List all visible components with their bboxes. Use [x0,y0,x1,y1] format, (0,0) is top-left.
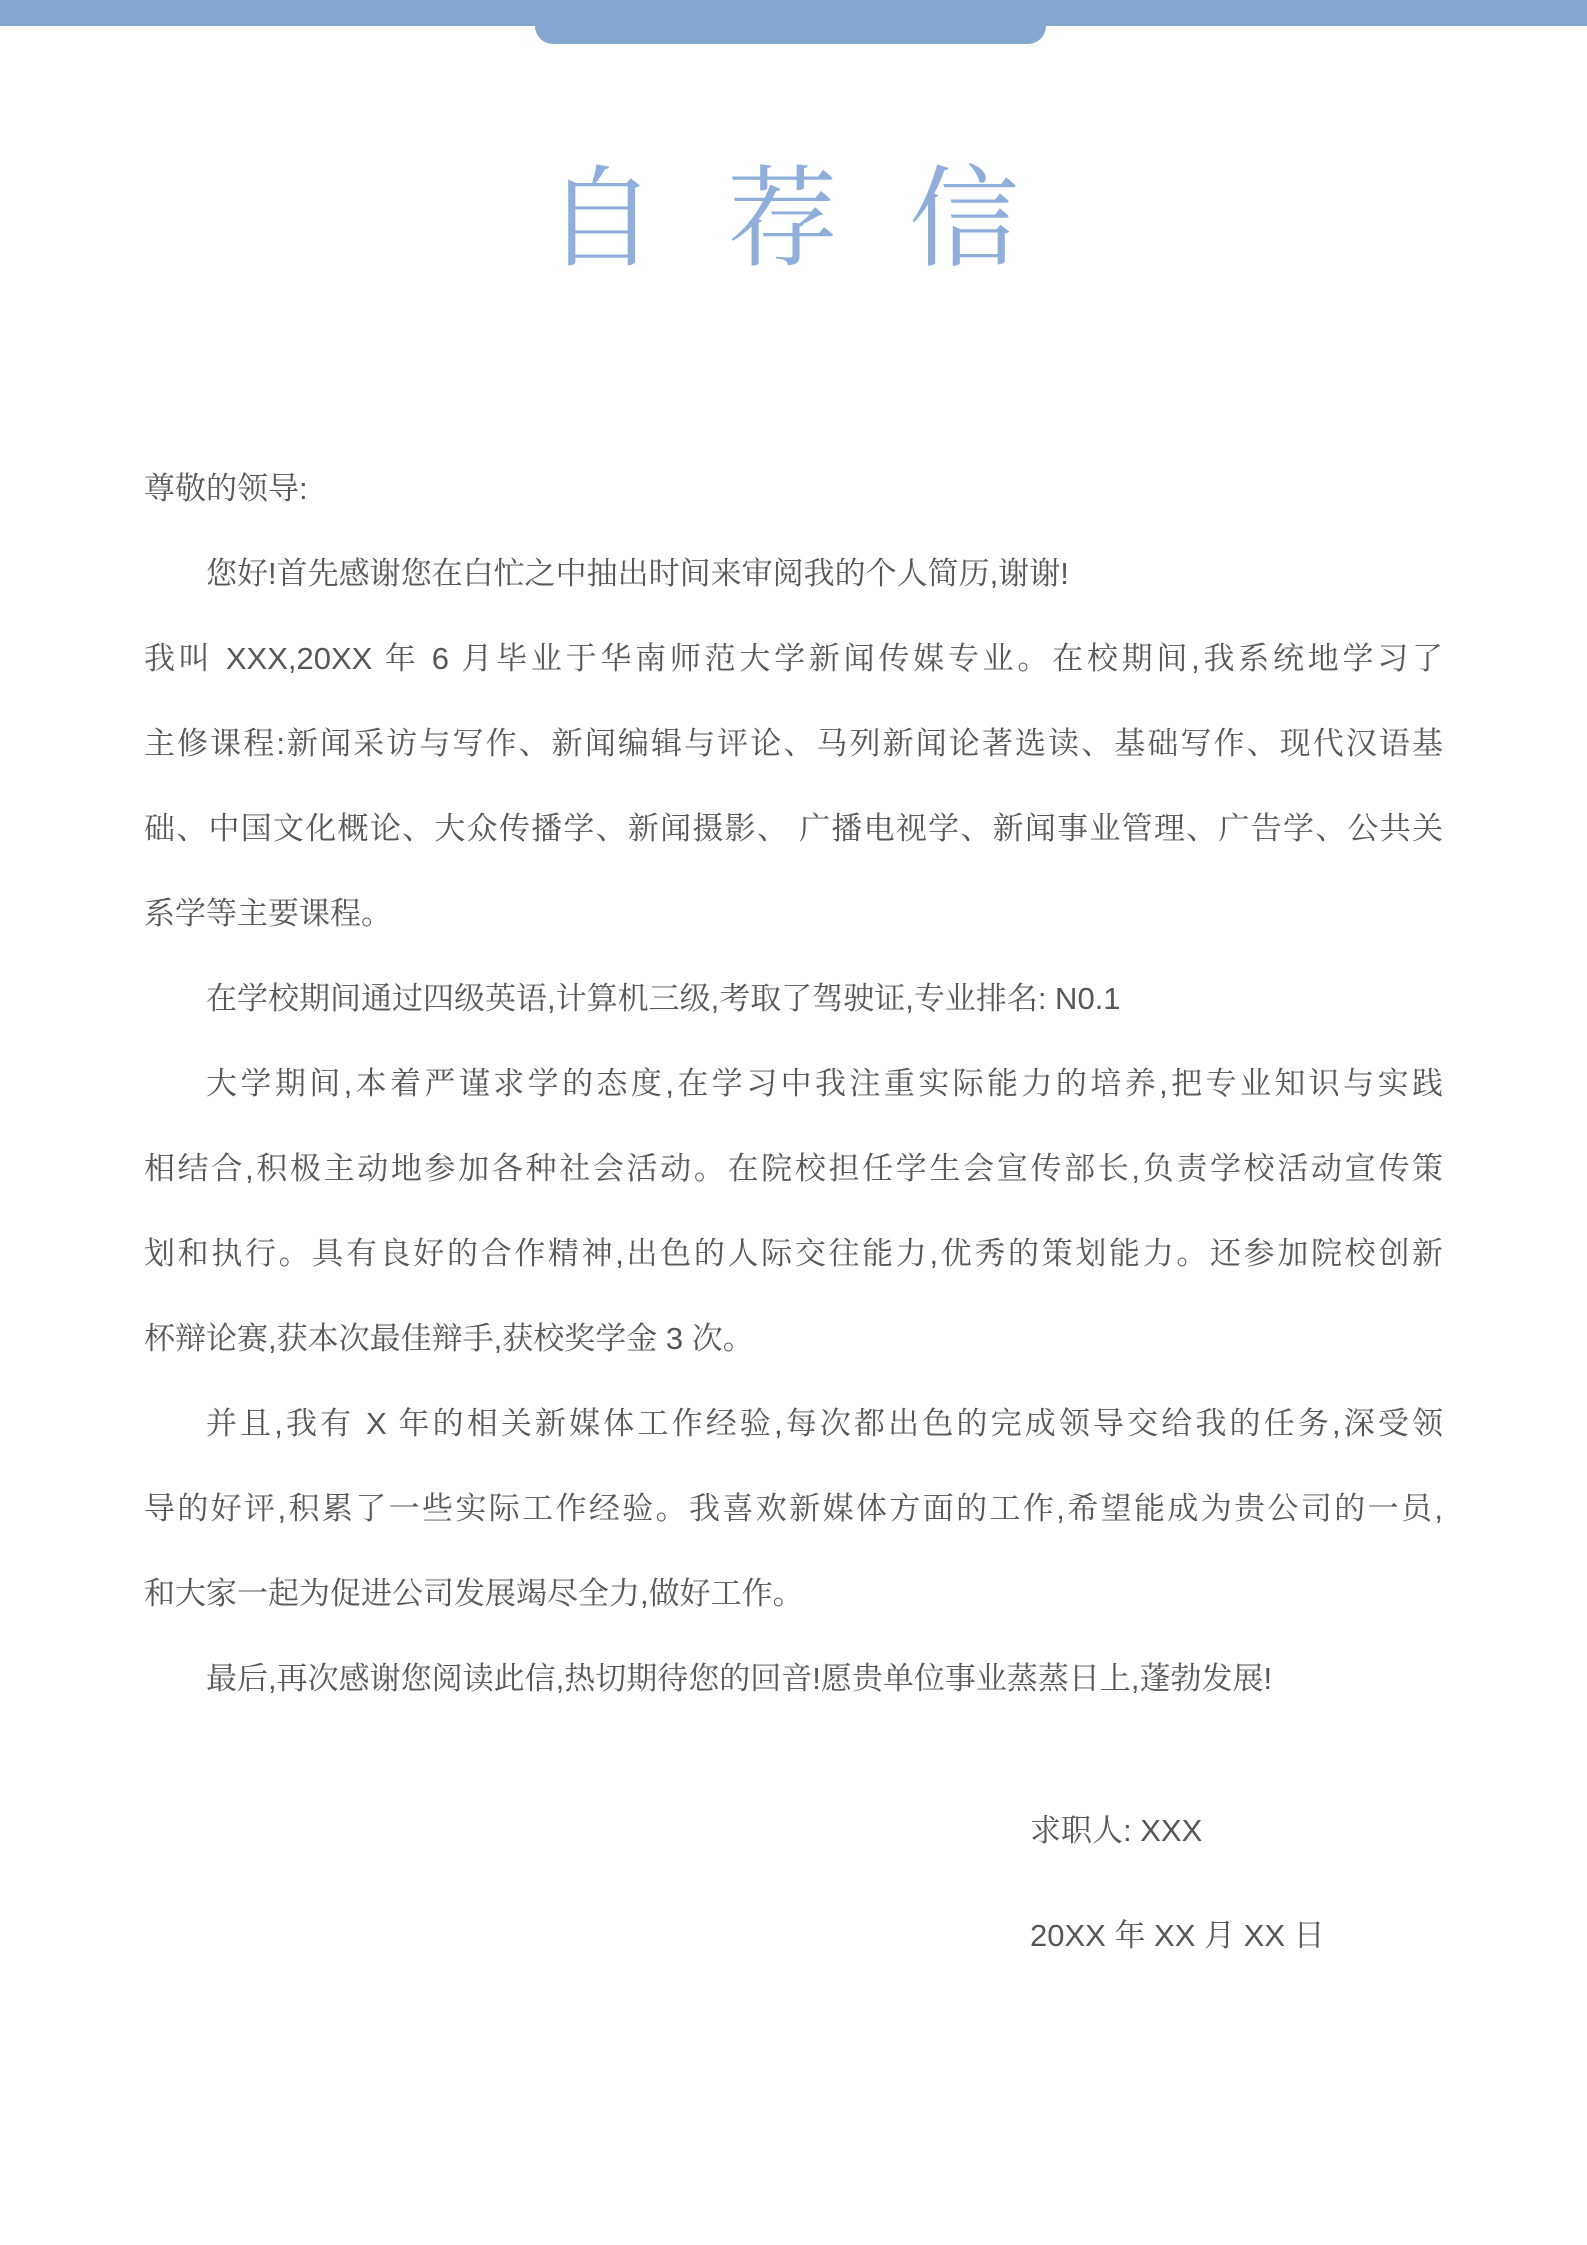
letter-body [144,446,1443,1721]
letter-line: 划和执行。具有良好的合作精神,出色的人际交往能力,优秀的策划能力。还参加院校创新 [144,1236,1443,1271]
letter-line: 导的好评,积累了一些实际工作经验。我喜欢新媒体方面的工作,希望能成为贵公司的一员, [144,1491,1443,1526]
signature-block [1030,1778,1325,1988]
letter-line: 系学等主要课程。 [144,896,392,931]
applicant-name-line: 求职人: XXX [1030,1813,1203,1848]
letter-line: 和大家一起为促进公司发展竭尽全力,做好工作。 [144,1576,804,1611]
salutation-line: 尊敬的领导: [144,471,308,506]
page-title: 自 荐 信 [546,159,1041,281]
date-line: 20XX 年 XX 月 XX 日 [1030,1918,1325,1953]
closing-line: 最后,再次感谢您阅读此信,热切期待您的回音!愿贵单位事业蒸蒸日上,蓬勃发展! [206,1661,1273,1696]
letter-line: 杯辩论赛,获本次最佳辩手,获校奖学金 3 次。 [144,1321,754,1356]
letter-line: 在学校期间通过四级英语,计算机三级,考取了驾驶证,专业排名: N0.1 [206,981,1121,1016]
letter-line: 并且,我有 X 年的相关新媒体工作经验,每次都出色的完成领导交给我的任务,深受领 [206,1406,1443,1441]
letter-line: 您好!首先感谢您在白忙之中抽出时间来审阅我的个人简历,谢谢! [206,556,1069,591]
letter-line: 主修课程:新闻采访与写作、新闻编辑与评论、马列新闻论著选读、基础写作、现代汉语基 [144,726,1443,761]
letter-line: 我叫 XXX,20XX 年 6 月毕业于华南师范大学新闻传媒专业。在校期间,我系统地学习了 [144,641,1443,676]
letter-line: 础、中国文化概论、大众传播学、新闻摄影、 广播电视学、新闻事业管理、广告学、公共关 [144,811,1443,846]
letter-line: 大学期间,本着严谨求学的态度,在学习中我注重实际能力的培养,把专业知识与实践 [206,1066,1443,1101]
letter-line: 相结合,积极主动地参加各种社会活动。在院校担任学生会宣传部长,负责学校活动宣传策 [144,1151,1443,1186]
top-accent-tab [535,0,1046,44]
